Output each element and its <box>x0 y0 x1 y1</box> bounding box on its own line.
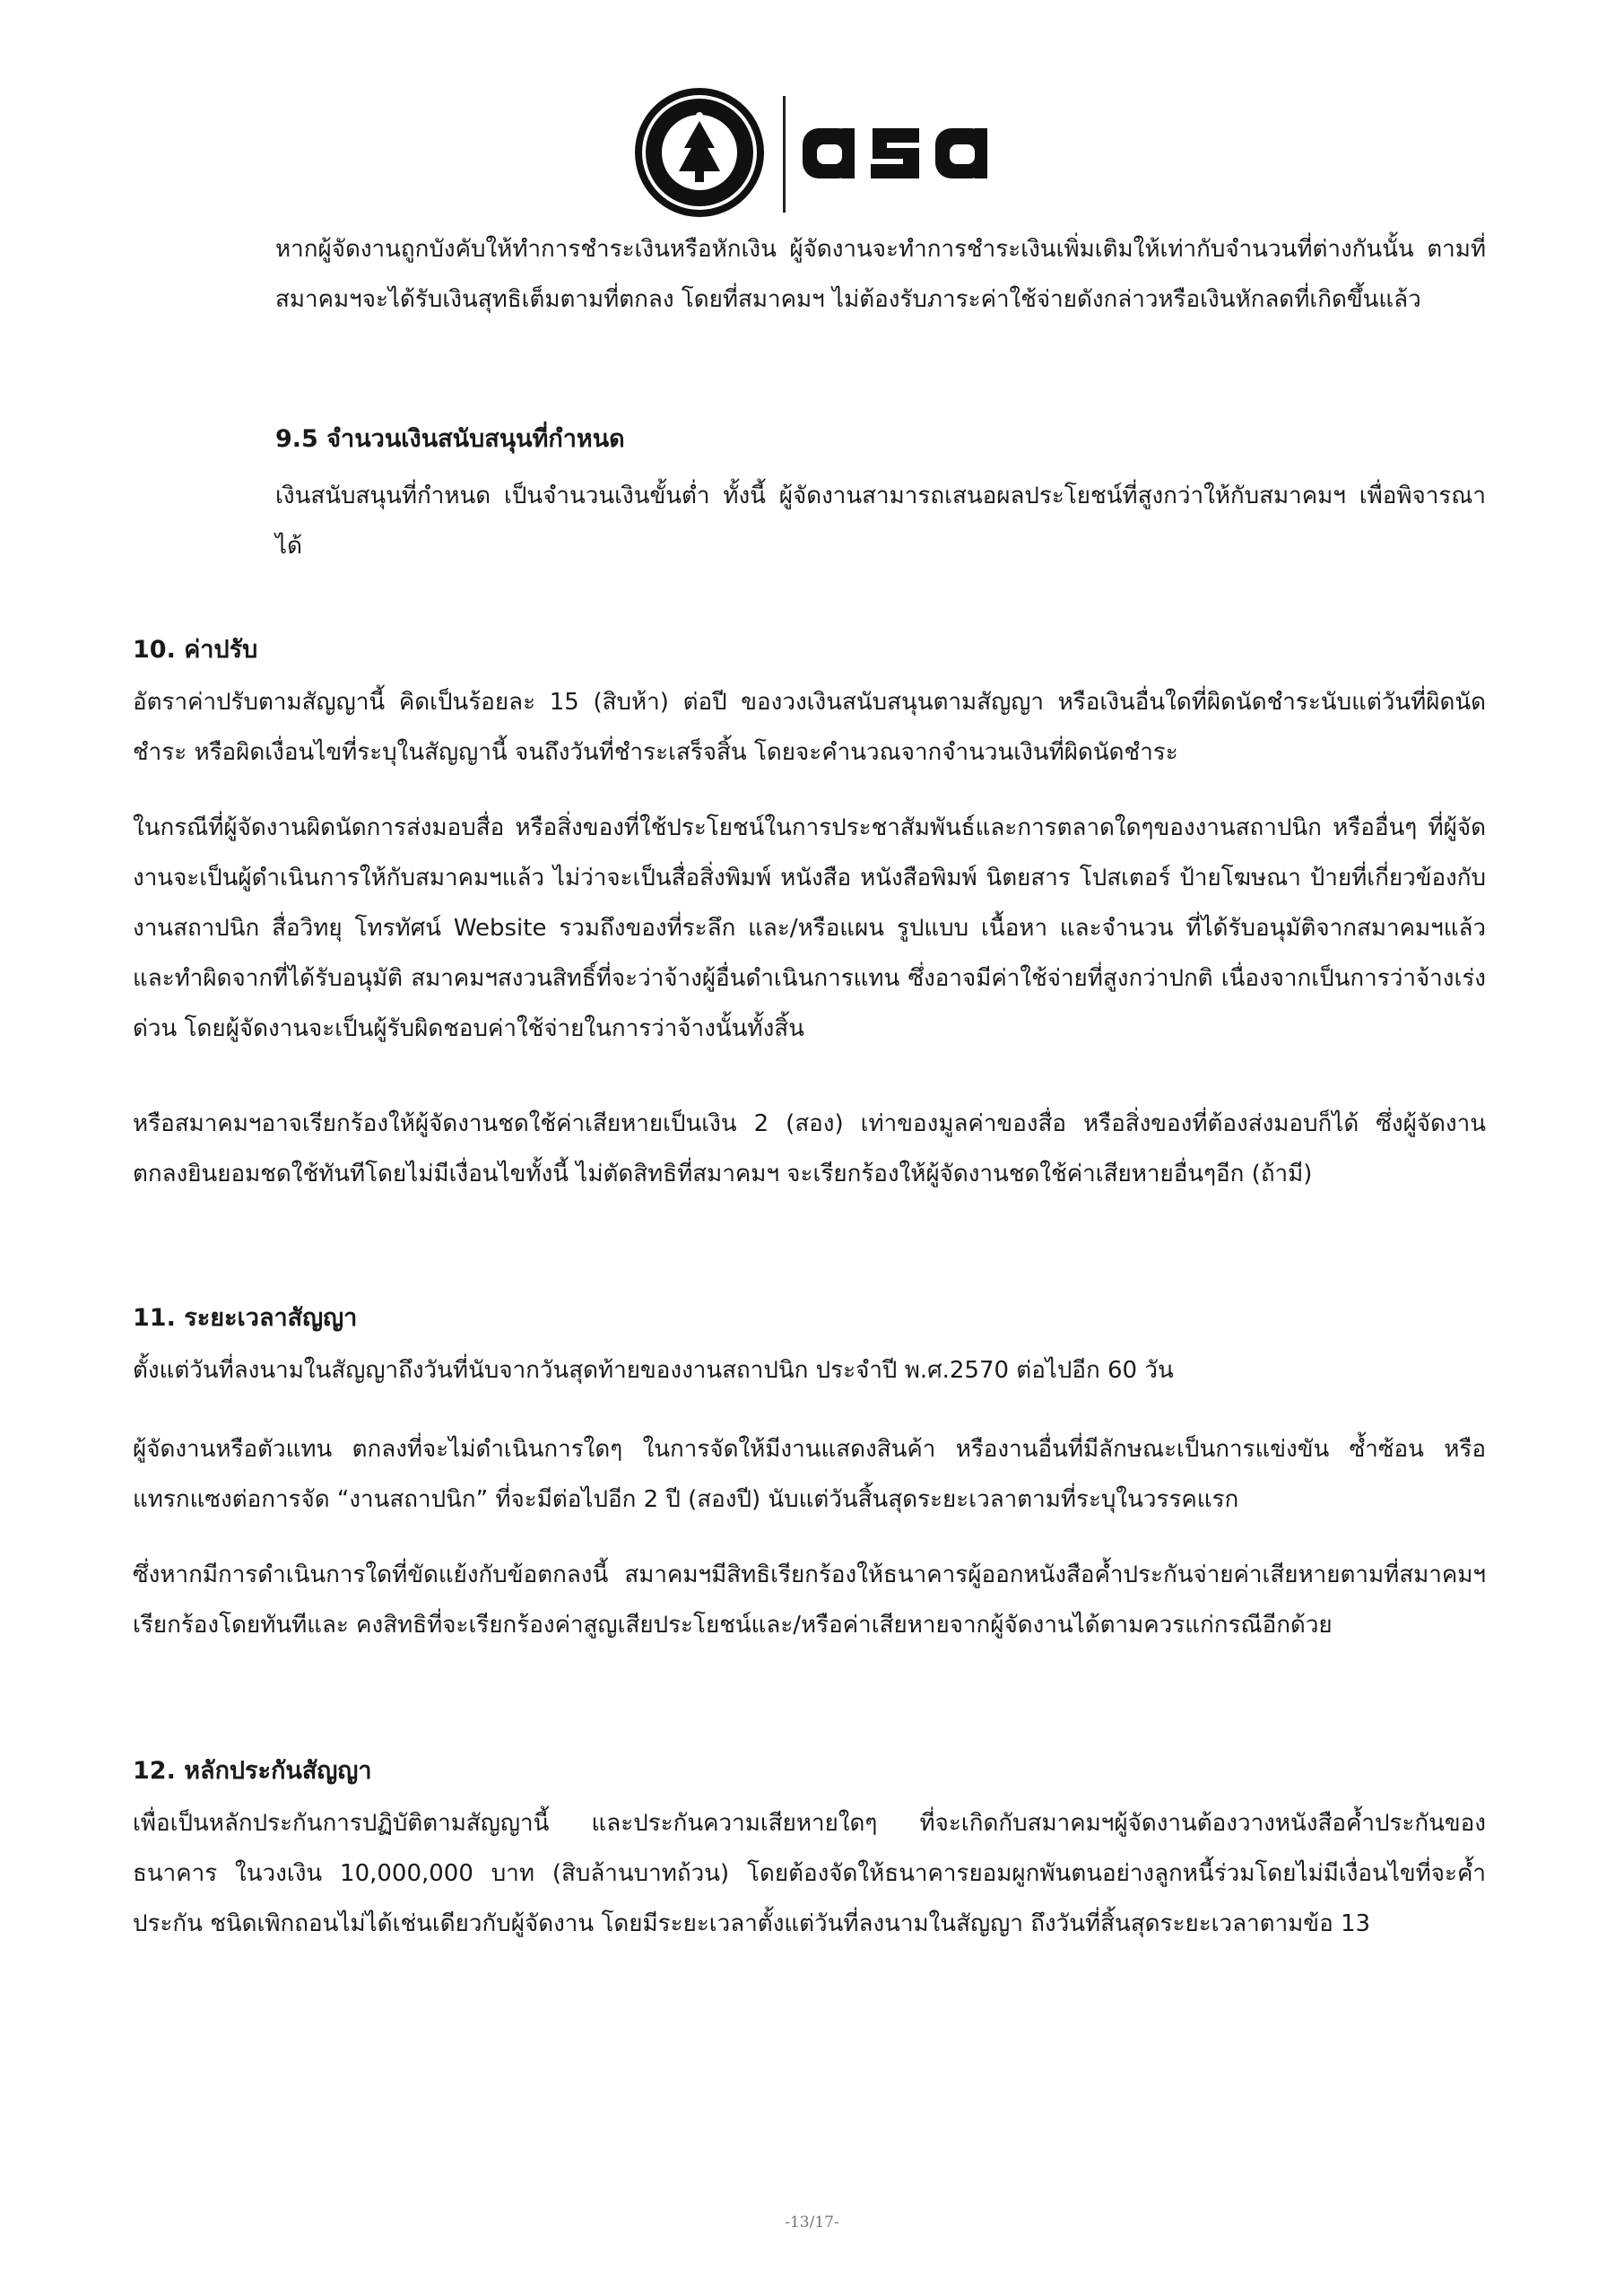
paragraph: ในกรณีที่ผู้จัดงานผิดนัดการส่งมอบสื่อ หรือสิ่งของที่ใช้ประโยชน์ในการประชาสัมพันธ์และการตลาดใดๆของงานสถาปนิก หรืออื่นๆ ที่ผู้จัดงานจะเป็นผู้ดำเนินการให้กับสมาคมฯแล้ว ไม่ว่าจะเป็นสื่อสิ่งพิมพ์ หนังสือ หนังสือพิมพ์ นิตยสาร โปสเตอร์ ป้ายโฆษณา ป้ายที่เกี่ยวข้องกับงานสถาปนิก สื่อวิทยุ โทรทัศน์ Website รวมถึงของที่ระลึก และ/หรือแผน รูปแบบ เนื้อหา และจำนวน ที่ได้รับอนุมัติจากสมาคมฯแล้ว และทำผิดจากที่ได้รับอนุมัติ สมาคมฯสงวนสิทธิ์ที่จะว่าจ้างผู้อื่นดำเนินการแทน ซึ่งอาจมีค่าใช้จ่ายที่สูงกว่าปกติ เนื่องจากเป็นการว่าจ้างเร่งด่วน โดยผู้จัดงานจะเป็นผู้รับผิดชอบค่าใช้จ่ายในการว่าจ้างนั้นทั้งสิ้น <box>133 814 1486 1042</box>
asa-logo-icon <box>803 119 991 187</box>
paragraph: ตั้งแต่วันที่ลงนามในสัญญาถึงวันที่นับจากวันสุดท้ายของงานสถาปนิก ประจำปี พ.ศ.2570 ต่อไปอีก 60 วัน <box>133 1357 1174 1384</box>
association-seal-icon <box>632 85 767 220</box>
page-header <box>0 85 1624 224</box>
paragraph: เงินสนับสนุนที่กำหนด เป็นจำนวนเงินขั้นต่ำ ทั้งนี้ ผู้จัดงานสามารถเสนอผลประโยชน์ที่สูงกว่าให้กับสมาคมฯ เพื่อพิจารณาได้ <box>275 483 1486 560</box>
paragraph: หากผู้จัดงานถูกบังคับให้ทำการชำระเงินหรือหักเงิน ผู้จัดงานจะทำการชำระเงินเพิ่มเติมให้เท่ากับจำนวนที่ต่างกันนั้น ตามที่สมาคมฯจะได้รับเงินสุทธิเต็มตามที่ตกลง โดยที่สมาคมฯ ไม่ต้องรับภาระค่าใช้จ่ายดังกล่าวหรือเงินหักลดที่เกิดขึ้นแล้ว <box>275 236 1486 313</box>
section-11-p1 <box>133 1345 1486 1396</box>
paragraph: หรือสมาคมฯอาจเรียกร้องให้ผู้จัดงานชดใช้ค่าเสียหายเป็นเงิน 2 (สอง) เท่าของมูลค่าของสื่อ หรือสิ่งของที่ต้องส่งมอบก็ได้ ซึ่งผู้จัดงานตกลงยินยอมชดใช้ทันทีโดยไม่มีเงื่อนไขทั้งนี้ ไม่ตัดสิทธิที่สมาคมฯ จะเรียกร้องให้ผู้จัดงานชดใช้ค่าเสียหายอื่นๆอีก (ถ้ามี) <box>133 1110 1486 1187</box>
section-11-p2 <box>133 1424 1486 1525</box>
section-9-5-body <box>275 471 1486 571</box>
section-11-title: 11. ระยะเวลาสัญญา <box>133 1304 358 1332</box>
section-12-title: 12. หลักประกันสัญญา <box>133 1757 372 1785</box>
paragraph: เพื่อเป็นหลักประกันการปฏิบัติตามสัญญานี้ และประกันความเสียหายใดๆ ที่จะเกิดกับสมาคมฯผู้จัดงานต้องวางหนังสือค้ำประกันของธนาคาร ในวงเงิน 10,000,000 บาท (สิบล้านบาทถ้วน) โดยต้องจัดให้ธนาคารยอมผูกพันตนอย่างลูกหนี้ร่วมโดยไม่มีเงื่อนไขที่จะค้ำประกัน ชนิดเพิกถอนไม่ได้เช่นเดียวกับผู้จัดงาน โดยมีระยะเวลาตั้งแต่วันที่ลงนามในสัญญา ถึงวันที่สิ้นสุดระยะเวลาตามข้อ 13 <box>133 1810 1486 1937</box>
section-12-p1 <box>133 1798 1486 1949</box>
section-10-title: 10. ค่าปรับ <box>133 636 258 664</box>
section-9-5-title: 9.5 จำนวนเงินสนับสนุนที่กำหนด <box>275 425 625 453</box>
paragraph: ผู้จัดงานหรือตัวแทน ตกลงที่จะไม่ดำเนินการใดๆ ในการจัดให้มีงานแสดงสินค้า หรืองานอื่นที่มีลักษณะเป็นการแข่งขัน ซ้ำซ้อน หรือแทรกแซงต่อการจัด “งานสถาปนิก” ที่จะมีต่อไปอีก 2 ปี (สองปี) นับแต่วันสิ้นสุดระยะเวลาตามที่ระบุในวรรคแรก <box>133 1436 1486 1513</box>
header-divider <box>783 96 786 213</box>
section-9-continuation <box>275 224 1486 325</box>
section-10-p2 <box>133 803 1486 1054</box>
paragraph: อัตราค่าปรับตามสัญญานี้ คิดเป็นร้อยละ 15 (สิบห้า) ต่อปี ของวงเงินสนับสนุนตามสัญญา หรือเงินอื่นใดที่ผิดนัดชำระนับแต่วันที่ผิดนัดชำระ หรือผิดเงื่อนไขที่ระบุในสัญญานี้ จนถึงวันที่ชำระเสร็จสิ้น โดยจะคำนวณจากจำนวนเงินที่ผิดนัดชำระ <box>133 689 1486 766</box>
paragraph: ซึ่งหากมีการดำเนินการใดที่ขัดแย้งกับข้อตกลงนี้ สมาคมฯมีสิทธิเรียกร้องให้ธนาคารผู้ออกหนังสือค้ำประกันจ่ายค่าเสียหายตามที่สมาคมฯเรียกร้องโดยทันทีและ คงสิทธิที่จะเรียกร้องค่าสูญเสียประโยชน์และ/หรือค่าเสียหายจากผู้จัดงานได้ตามควรแก่กรณีอีกด้วย <box>133 1561 1486 1639</box>
section-10-p1 <box>133 677 1486 778</box>
section-10-p3 <box>133 1099 1486 1199</box>
page-number: -13/17- <box>785 2213 839 2231</box>
section-11-p3 <box>133 1550 1486 1650</box>
